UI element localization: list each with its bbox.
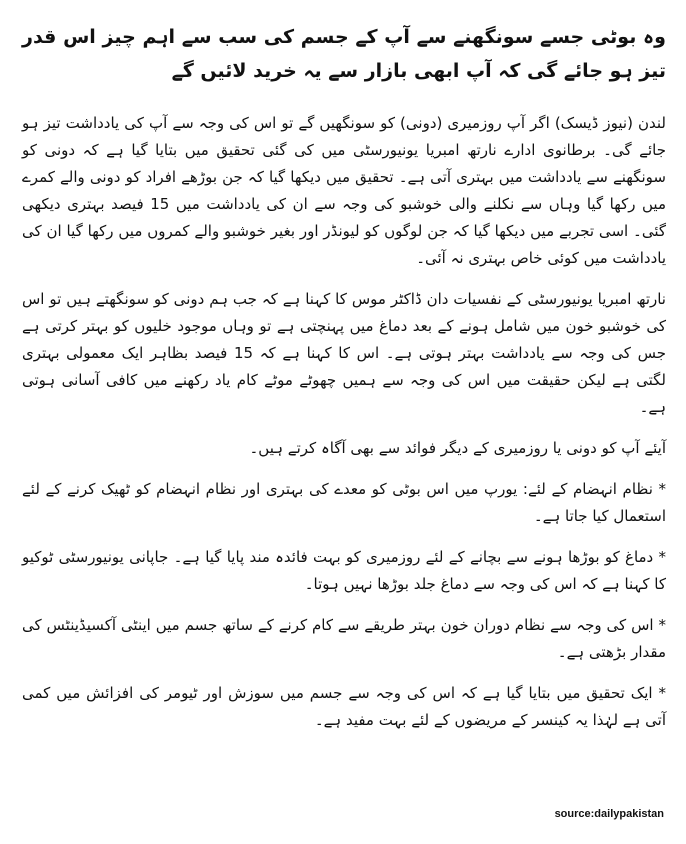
source-credit: source:dailypakistan — [554, 808, 664, 820]
article-paragraph-expert: نارتھ امبریا یونیورسٹی کے نفسیات دان ڈاکٹر موس کا کہنا ہے کہ جب ہم دونی کو سونگھتے ہیں تو اس کی خوشبو خون میں شامل ہونے کے بعد دماغ میں پہنچتی ہے تو وہاں موجود خلیوں کو بہتر کرتی ہے جس کی وجہ سے یادداشت بہتر ہوتی ہے۔ اس کا کہنا ہے کہ 15 فیصد بظاہر ایک معمولی بہتری لگتی ہے لیکن حقیقت میں اس کی وجہ سے ہمیں چھوٹے موٹے کام یاد رکھنے میں کافی آسانی ہوتی ہے۔ — [22, 290, 666, 416]
benefit-item-cancer: * ایک تحقیق میں بتایا گیا ہے کہ اس کی وجہ سے جسم میں سوزش اور ٹیومر کی افزائش میں کمی آتی ہے لہٰذا یہ کینسر کے مریضوں کے لئے بہت مفید ہے۔ — [22, 684, 666, 729]
article-paragraph-intro: لندن (نیوز ڈیسک) اگر آپ روزمیری (دونی) کو سونگھیں گے تو اس کی وجہ سے آپ کی یادداشت تیز ہو جائے گی۔ برطانوی ادارے نارتھ امبریا یونیورسٹی میں کی گئی تحقیق میں بتایا گیا ہے کہ دونی کو سونگھنے سے یادداشت میں بہتری آتی ہے۔ تحقیق میں دیکھا گیا کہ جن بوڑھے افراد کو دونی والے کمرے میں رکھا گیا وہاں سے نکلنے والی خوشبو کی وجہ سے ان کی یادداشت میں 15 فیصد بہتری دیکھی گئی۔ اسی تجربے میں دیکھا گیا کہ جن لوگوں کو لیونڈر اور بغیر خوشبو والے کمروں میں رکھا گیا ان کی یادداشت میں کوئی خاص بہتری نہ آئی۔ — [22, 114, 666, 267]
benefit-item-brain-aging: * دماغ کو بوڑھا ہونے سے بچانے کے لئے روزمیری کو بہت فائدہ مند پایا گیا ہے۔ جاپانی یونیورسٹی ٹوکیو کا کہنا ہے کہ اس کی وجہ سے دماغ جلد بوڑھا نہیں ہوتا۔ — [22, 548, 666, 593]
article-body — [22, 20, 666, 748]
benefit-item-circulation: * اس کی وجہ سے نظام دوران خون بہتر طریقے سے کام کرنے کے ساتھ جسم میں اینٹی آکسیڈینٹس کی مقدار بڑھتی ہے۔ — [22, 616, 666, 661]
benefit-item-digestion: * نظام انہضام کے لئے: یورپ میں اس بوٹی کو معدے کی بہتری اور نظام انہضام کو ٹھیک کرنے کے لئے استعمال کیا جاتا ہے۔ — [22, 480, 666, 525]
article-paragraph-benefits-intro: آیئے آپ کو دونی یا روزمیری کے دیگر فوائد سے بھی آگاہ کرتے ہیں۔ — [249, 439, 666, 457]
article-headline: وہ بوٹی جسے سونگھنے سے آپ کے جسم کی سب سے اہم چیز اس قدر تیز ہو جائے گی کہ آپ ابھی بازار سے یہ خرید لائیں گے — [22, 26, 666, 82]
